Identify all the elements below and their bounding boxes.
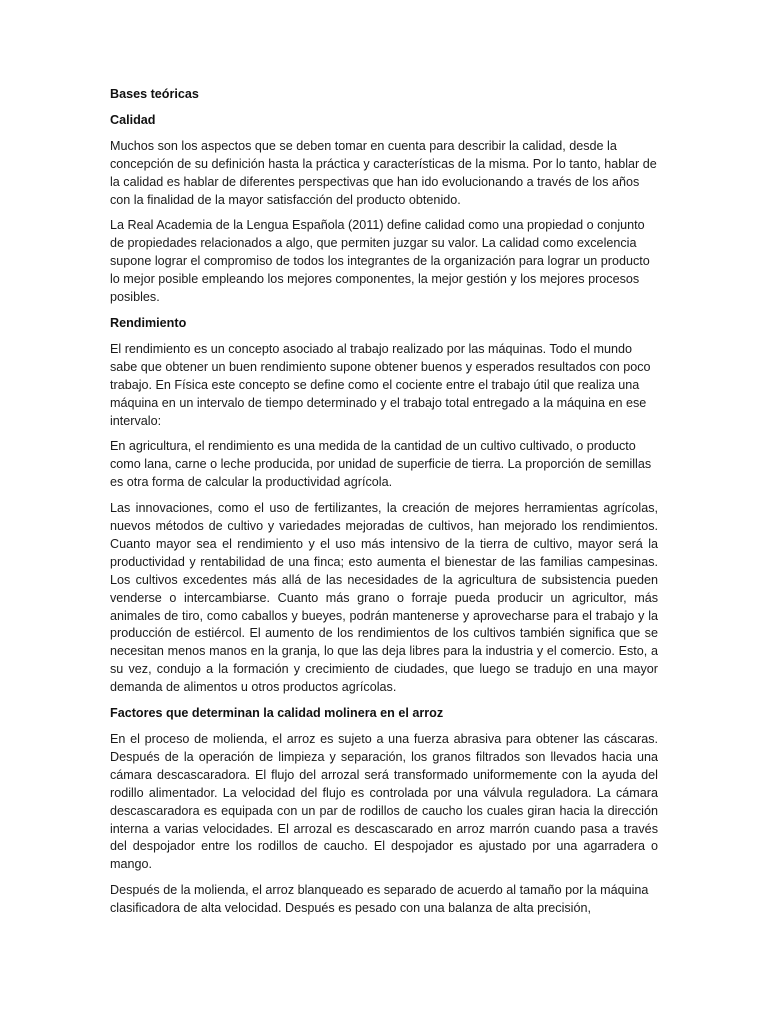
paragraph-rendimiento-3: Las innovaciones, como el uso de fertilizantes, la creación de mejores herramientas agrícolas, nuevos métodos de cultivo y variedades mejoradas de cultivos, han mejorado los rendimientos. Cuanto mayor sea el rendimiento y el uso más intensivo de la tierra de cultivo, mayor será la productividad y rentabilidad de una finca; esto aumenta el bienestar de las familias campesinas. Los cultivos excedentes más allá de las necesidades de la agricultura de subsistencia pueden venderse o intercambiarse. Cuanto más grano o forraje pueda producir un agricultor, más animales de tiro, como caballos y bueyes, podrán mantenerse y aprovecharse para el trabajo y la producción de estiércol. El aumento de los rendimientos de los cultivos también significa que se necesitan menos manos en la granja, lo que las deja libres para la industria y el comercio. Esto, a su vez, condujo a la formación y crecimiento de ciudades, que luego se tradujo en una mayor demanda de alimentos u otros productos agrícolas. xyxy=(110,501,658,695)
heading-bases-teoricas: Bases teóricas xyxy=(110,87,199,101)
heading-factores-calidad-molinera: Factores que determinan la calidad molinera en el arroz xyxy=(110,706,444,721)
heading-rendimiento: Rendimiento xyxy=(110,315,187,330)
document-body xyxy=(110,86,658,926)
paragraph-factores-1: En el proceso de molienda, el arroz es sujeto a una fuerza abrasiva para obtener las cáscaras. Después de la operación de limpieza y separación, los granos filtrados son llevados hacia una cámara descascaradora. El flujo del arrozal será transformado uniformemente con la ayuda del rodillo alimentador. La velocidad del flujo es controlada por una válvula reguladora. La cámara descascaradora es equipada con un par de rodillos de caucho los cuales giran hacia la dirección interna a varias velocidades. El arrozal es descascarado en arroz marrón cuando pasa a través del despojador entre los rodillos de caucho. El despojador es ajustado por una agarradera o mango. xyxy=(110,732,658,872)
paragraph-factores-2: Después de la molienda, el arroz blanqueado es separado de acuerdo al tamaño por la máquina clasificadora de alta velocidad. Después es pesado con una balanza de alta precisión, xyxy=(110,883,649,916)
paragraph-rendimiento-2: En agricultura, el rendimiento es una medida de la cantidad de un cultivo cultivado, o producto como lana, carne o leche producida, por unidad de superficie de tierra. La proporción de semillas es otra forma de calcular la productividad agrícola. xyxy=(110,439,652,490)
paragraph-calidad-1: Muchos son los aspectos que se deben tomar en cuenta para describir la calidad, desde la concepción de su definición hasta la práctica y características de la misma. Por lo tanto, hablar de la calidad es hablar de diferentes perspectivas que han ido evolucionando a través de los años con la finalidad de la mayor satisfacción del producto obtenido. xyxy=(110,138,657,207)
paragraph-rendimiento-1: El rendimiento es un concepto asociado al trabajo realizado por las máquinas. Todo el mundo sabe que obtener un buen rendimiento supone obtener buenos y esperados resultados con poco trabajo. En Física este concepto se define como el cociente entre el trabajo útil que realiza una máquina en un intervalo de tiempo determinado y el trabajo total entregado a la máquina en ese intervalo: xyxy=(110,341,651,428)
heading-calidad: Calidad xyxy=(110,112,156,127)
paragraph-calidad-2: La Real Academia de la Lengua Española (2011) define calidad como una propiedad o conjunto de propiedades relacionados a algo, que permiten juzgar su valor. La calidad como excelencia supone lograr el compromiso de todos los integrantes de la organización para lograr un producto lo mejor posible empleando los mejores componentes, la mejor gestión y los mejores procesos posibles. xyxy=(110,218,650,305)
